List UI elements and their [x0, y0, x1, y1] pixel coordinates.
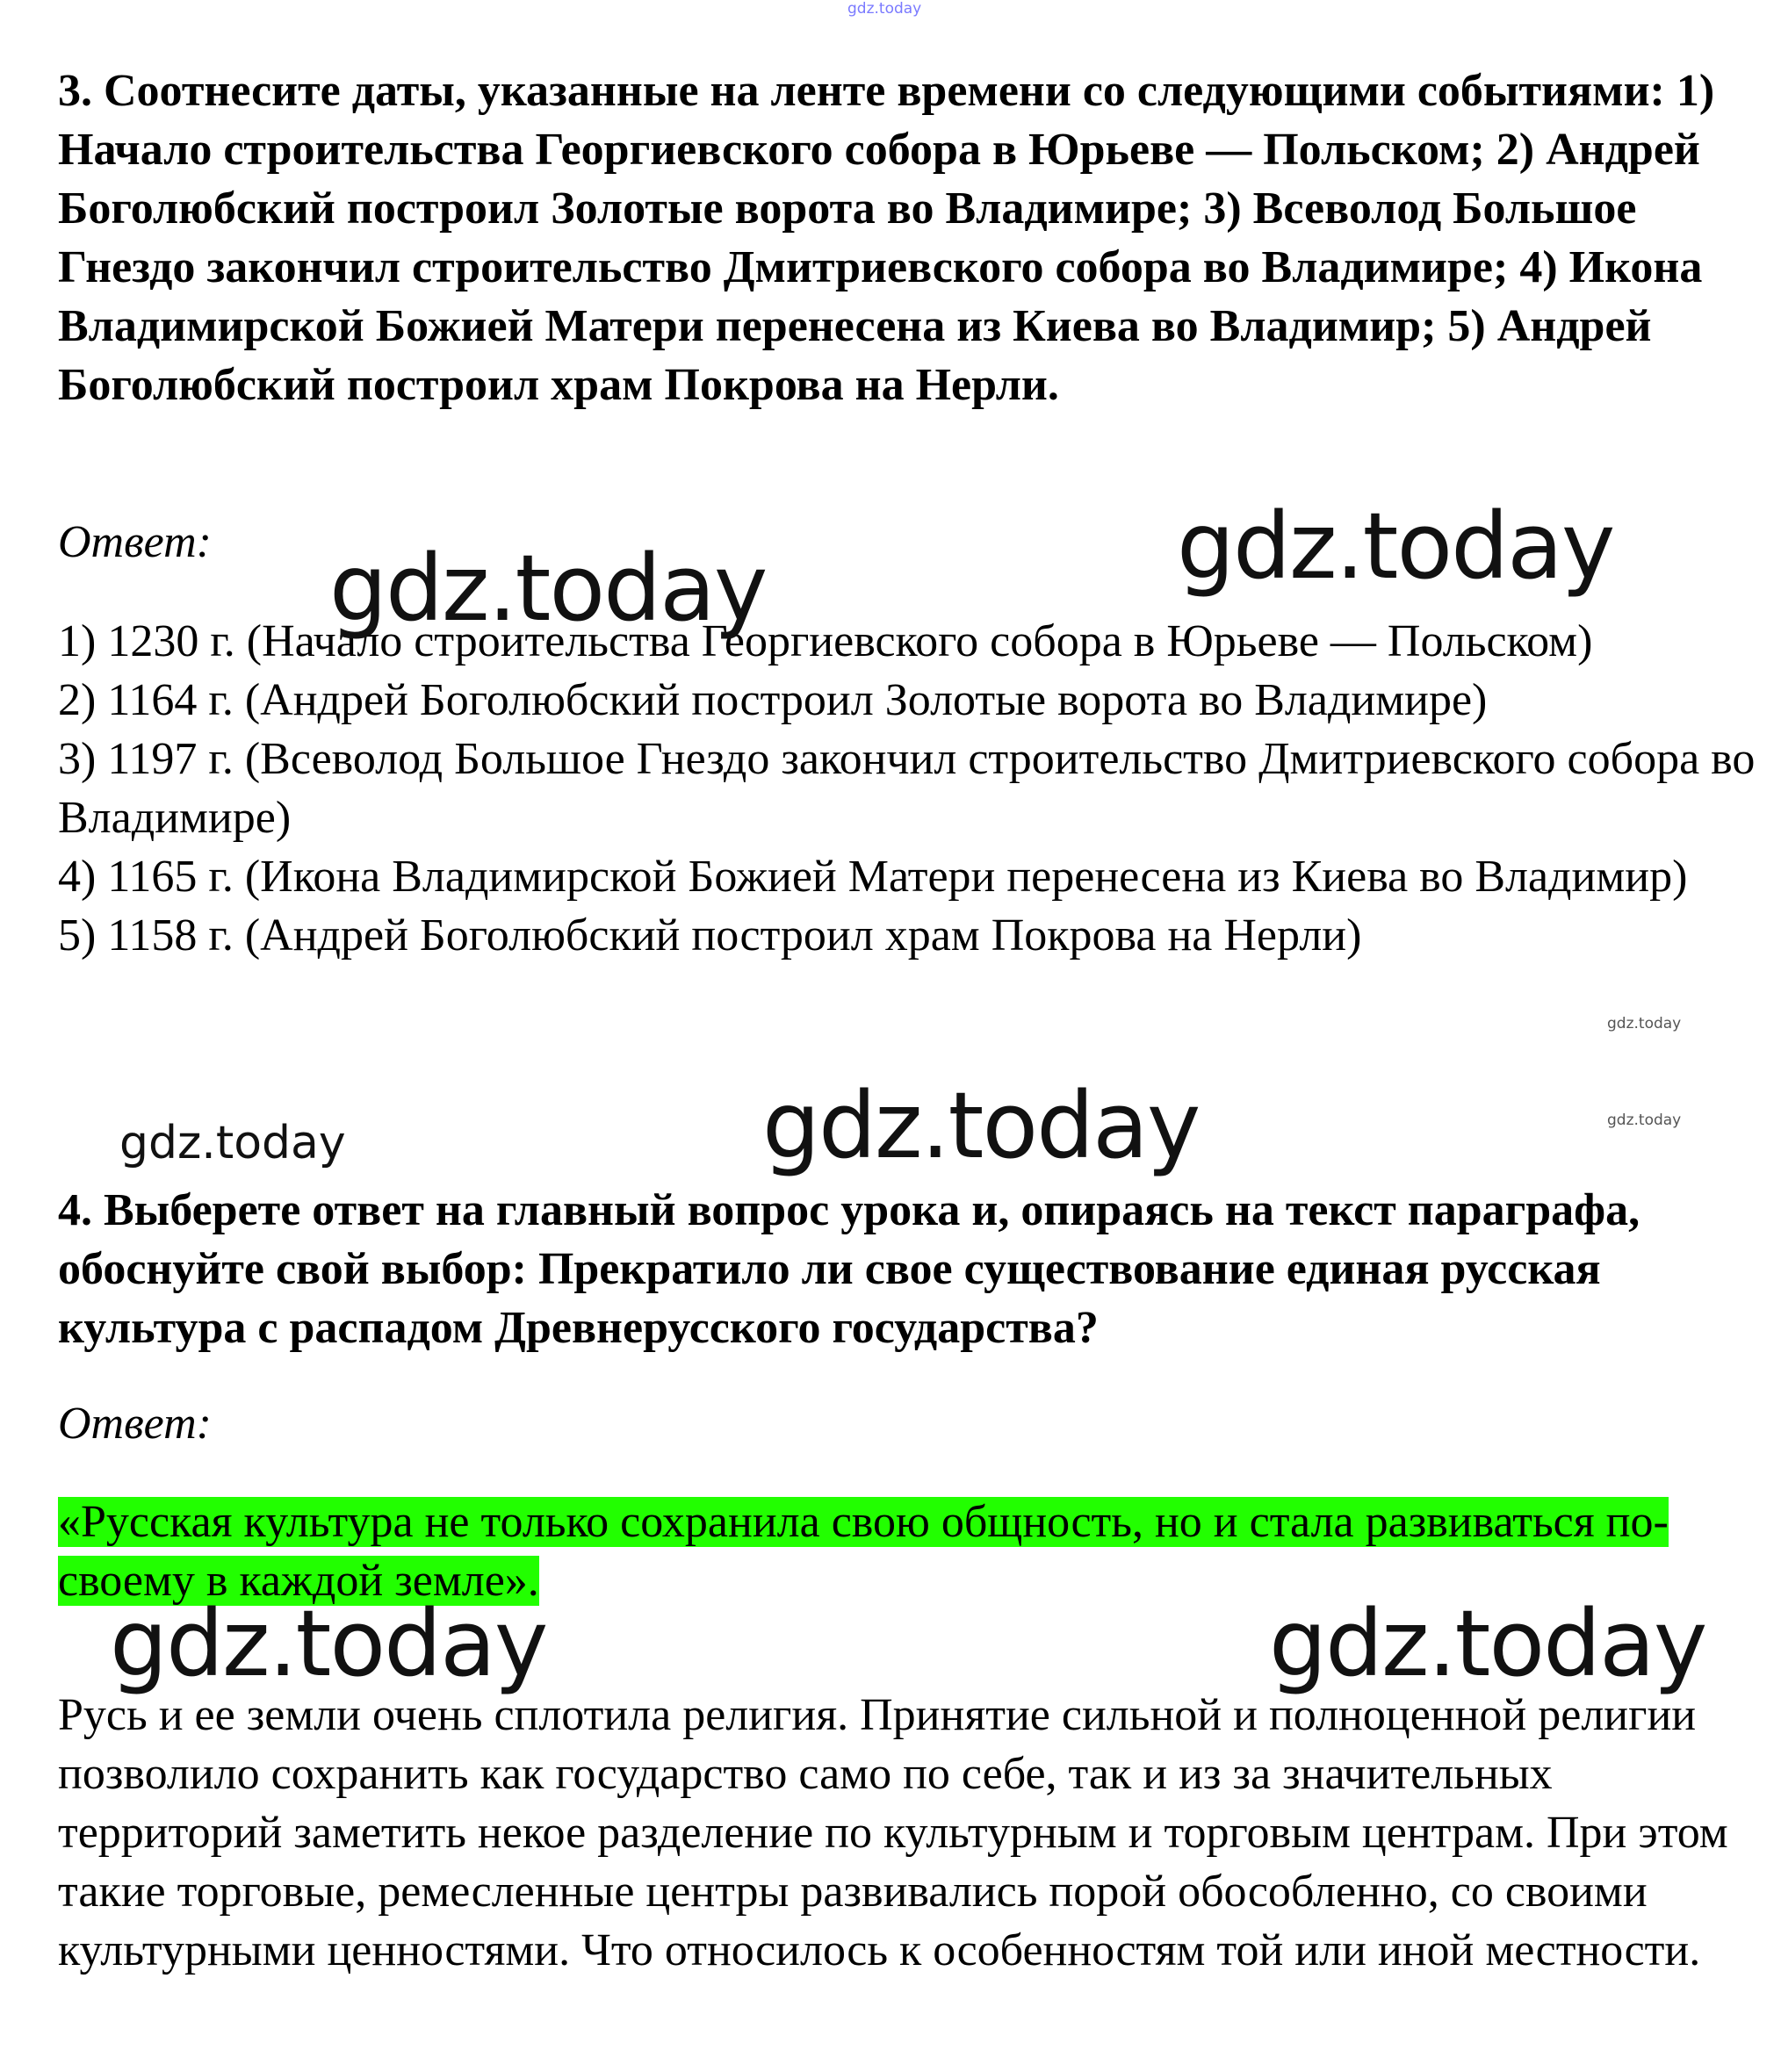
- watermark-main: gdz.today: [1269, 1590, 1706, 1697]
- watermark-top: gdz.today: [847, 0, 922, 18]
- list-item: 2) 1164 г. (Андрей Боголюбский построил Золотые ворота во Владимире): [58, 675, 1488, 725]
- task3-question: 3. Соотнесите даты, указанные на ленте времени со следующими событиями: 1) Начало строительства Георгиевского собора в Юрьеве — Польском; 2) Андрей Боголюбский построил Золотые ворота во Владимире; 3) Всеволод Большое Гнездо закончил строительство Дмитриевского собора во Владимире; 4) Икона Владимирской Божией Матери перенесена из Киева во Владимир; 5) Андрей Боголюбский построил храм Покрова на Нерли.: [58, 66, 1715, 410]
- watermark-main: gdz.today: [762, 1072, 1200, 1179]
- task3-answers-list: [58, 612, 1762, 965]
- watermark-tiny: gdz.today: [1607, 1015, 1682, 1032]
- task4-answer-label: Ответ:: [58, 1399, 212, 1449]
- highlighted-quote-text: «Русская культура не только сохранила свою общность, но и стала развиваться по-своему в каждой земле».: [58, 1497, 1669, 1606]
- answer-paragraph: Русь и ее земли очень сплотила религия. Принятие сильной и полноценной религии позволило сохранить как государство само по себе, так и из за значительных территорий заметить некое разделение по культурным и торговым центрам. При этом такие торговые, ремесленные центры развивались порой обособленно, со своими культурными ценностями. Что относилось к особенностям той или иной местности.: [58, 1690, 1728, 1975]
- watermark-main: gdz.today: [329, 535, 767, 642]
- list-item: 1) 1230 г. (Начало строительства Георгиевского собора в Юрьеве — Польском): [58, 616, 1593, 666]
- watermark-main: gdz.today: [110, 1590, 547, 1697]
- list-item: 4) 1165 г. (Икона Владимирской Божией Матери перенесена из Киева во Владимир): [58, 852, 1688, 902]
- task3-answer-label: Ответ:: [58, 517, 212, 567]
- task4-question: 4. Выберете ответ на главный вопрос урока и, опираясь на текст параграфа, обоснуйте свой выбор: Прекратило ли свое существование единая русская культура с распадом Древнерусского государства?: [58, 1185, 1640, 1353]
- watermark-small: gdz.today: [119, 1117, 346, 1169]
- watermark-main: gdz.today: [1177, 493, 1614, 600]
- list-item: 3) 1197 г. (Всеволод Большое Гнездо закончил строительство Дмитриевского собора во Владимире): [58, 734, 1756, 843]
- watermark-tiny: gdz.today: [1607, 1112, 1682, 1129]
- list-item: 5) 1158 г. (Андрей Боголюбский построил храм Покрова на Нерли): [58, 910, 1362, 960]
